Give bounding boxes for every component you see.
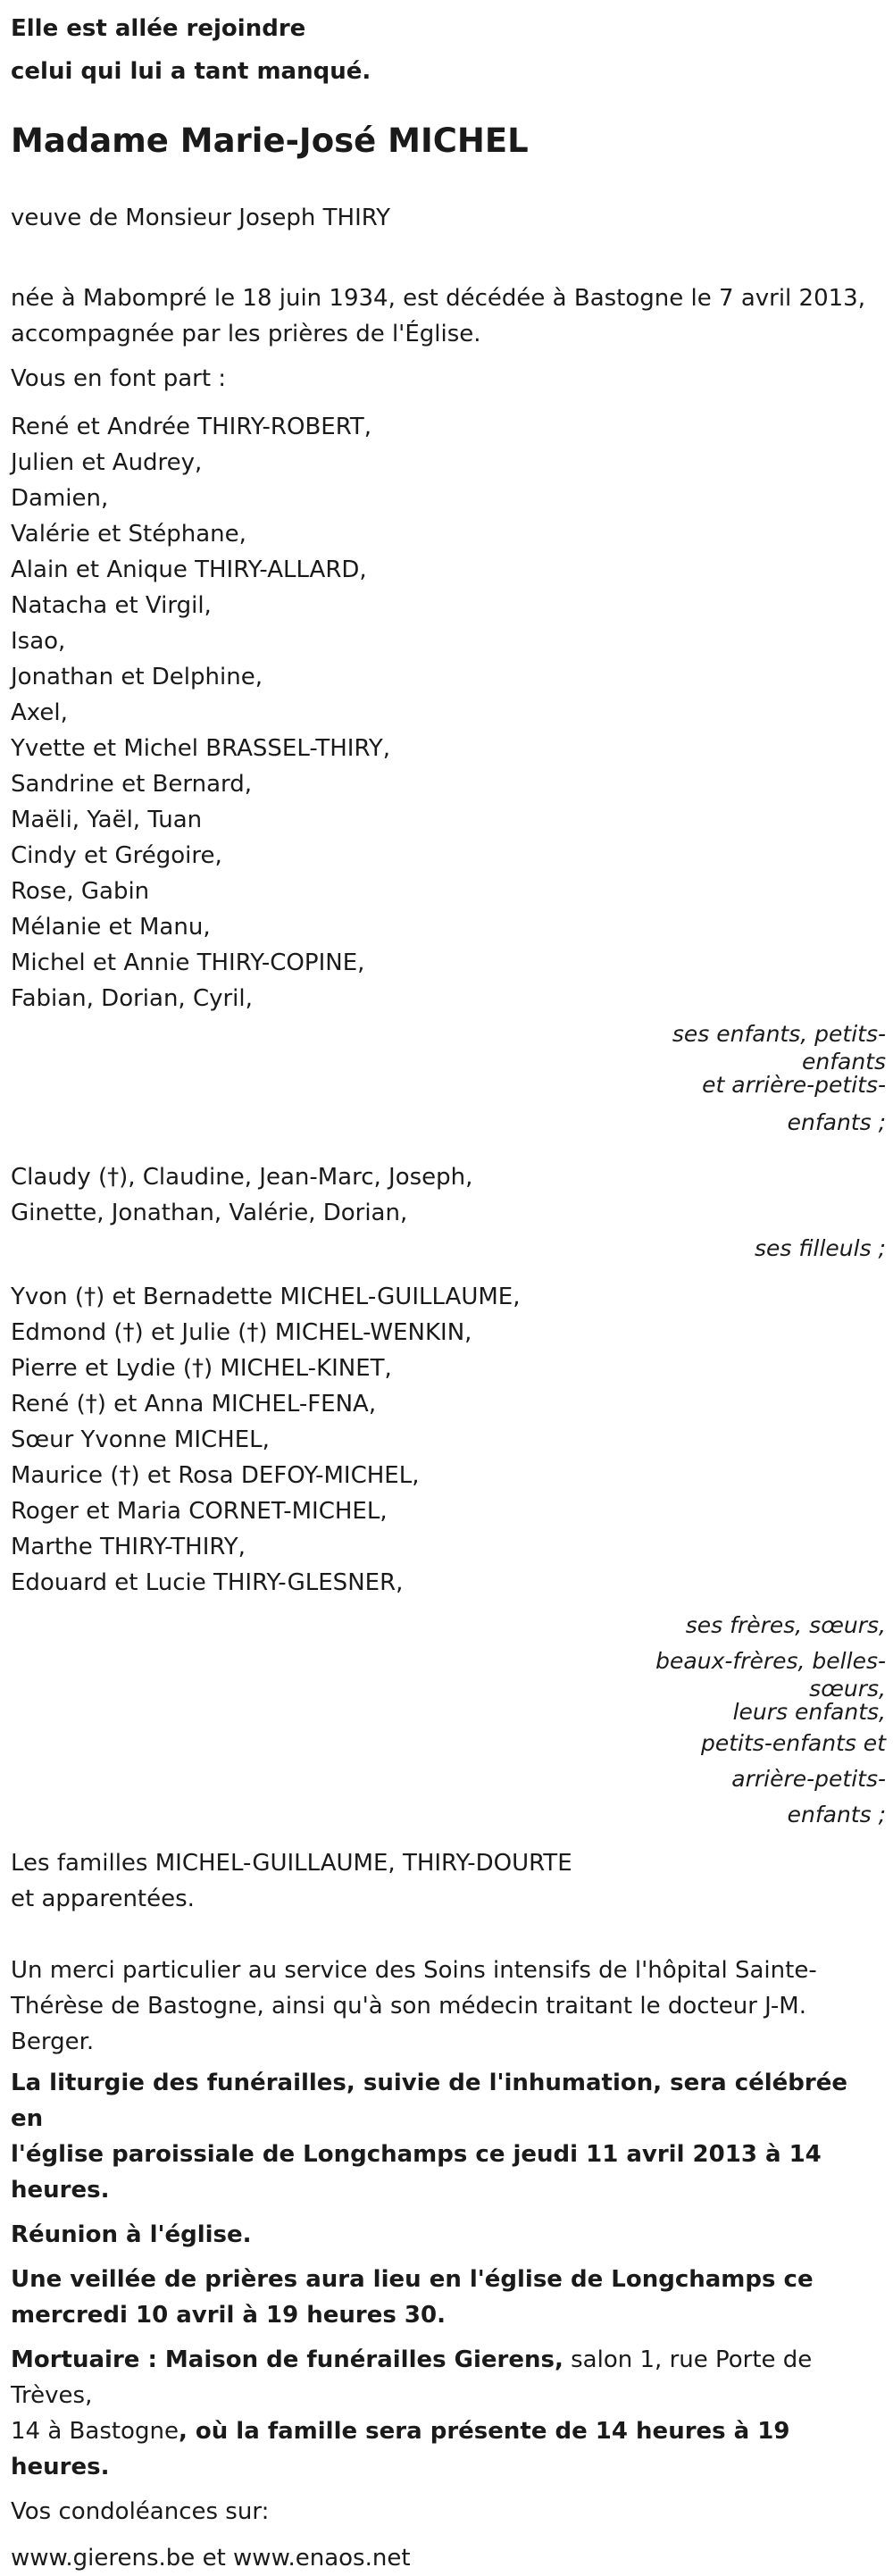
godchildren-list [11, 1159, 882, 1231]
mortuary-label: Mortuaire : Maison de funérailles Gierens, [11, 2346, 563, 2373]
list-item: Maurice (†) et Rosa DEFOY-MICHEL, [11, 1462, 420, 1489]
list-item: Pierre et Lydie (†) MICHEL-KINET, [11, 1355, 392, 1382]
list-item: Michel et Annie THIRY-COPINE, [11, 949, 365, 976]
list-item: Ginette, Jonathan, Valérie, Dorian, [11, 1200, 408, 1226]
announce-line: Vous en font part : [11, 365, 227, 392]
list-item: Edouard et Lucie THIRY-GLESNER, [11, 1569, 404, 1596]
vigil-block [11, 2262, 882, 2333]
list-item: René et Andrée THIRY-ROBERT, [11, 414, 372, 440]
list-item: Maëli, Yaël, Tuan [11, 807, 203, 833]
role-line: et arrière-petits- [702, 1072, 886, 1098]
thanks-line: Thérèse de Bastogne, ainsi qu'à son médecin traitant le docteur J-M. [11, 1993, 806, 2020]
mortuary-line [11, 2413, 882, 2485]
intro [11, 7, 882, 93]
role-line: sœurs, [809, 1676, 886, 1702]
list-item: Rose, Gabin [11, 878, 150, 905]
condolences-links [11, 2540, 882, 2576]
widow-line: veuve de Monsieur Joseph THIRY [11, 205, 391, 231]
thanks-block [11, 1953, 882, 2060]
gierens-link[interactable]: www.gierens.be [11, 2545, 196, 2572]
list-item: Marthe THIRY-THIRY, [11, 1534, 246, 1560]
mortuary-line [11, 2342, 882, 2413]
list-item: Jonathan et Delphine, [11, 664, 263, 690]
list-item: Valérie et Stéphane, [11, 521, 246, 548]
role-line: beaux-frères, belles- [655, 1648, 886, 1674]
role-line: ses filleuls ; [755, 1235, 886, 1261]
list-item: Damien, [11, 485, 109, 512]
list-item: Yvette et Michel BRASSEL-THIRY, [11, 735, 391, 762]
vigil-line: mercredi 10 avril à 19 heures 30. [11, 2302, 446, 2329]
list-item: Julien et Audrey, [11, 449, 203, 476]
mortuary-presence: , où la famille sera présente de 14 heures à 19 heures. [11, 2418, 790, 2480]
families-line: Les familles MICHEL-GUILLAUME, THIRY-DOURTE [11, 1850, 572, 1877]
list-item: Isao, [11, 628, 66, 655]
intro-line: celui qui lui a tant manqué. [11, 58, 371, 85]
role-line: petits-enfants et [701, 1730, 886, 1756]
mortuary-address: salon 1, rue Porte de Trèves, [11, 2346, 813, 2409]
godchildren-role [11, 1231, 886, 1267]
list-item: Yvon (†) et Bernadette MICHEL-GUILLAUME, [11, 1284, 521, 1310]
role-line: leurs enfants, [732, 1699, 886, 1725]
list-item: Roger et Maria CORNET-MICHEL, [11, 1498, 388, 1525]
role-line: arrière-petits- [731, 1766, 886, 1792]
role-line: enfants ; [787, 1109, 886, 1135]
mortuary-block [11, 2342, 882, 2485]
list-item: Axel, [11, 699, 68, 726]
meeting-line: Réunion à l'église. [11, 2221, 252, 2248]
thanks-line: Un merci particulier au service des Soins intensifs de l'hôpital Sainte- [11, 1957, 817, 1984]
list-item: Sandrine et Bernard, [11, 771, 253, 798]
birth-death-info [11, 280, 882, 352]
list-item: Claudy (†), Claudine, Jean-Marc, Joseph, [11, 1164, 473, 1191]
list-item: Sœur Yvonne MICHEL, [11, 1426, 270, 1453]
role-line: ses enfants, petits- [672, 1021, 886, 1047]
deceased-name: Madame Marie-José MICHEL [11, 121, 529, 160]
children-list [11, 409, 882, 1016]
role-line: enfants ; [787, 1802, 886, 1827]
siblings-role [11, 1608, 886, 1833]
liturgy-line: l'église paroissiale de Longchamps ce jeudi 11 avril 2013 à 14 heures. [11, 2141, 822, 2204]
list-item: Cindy et Grégoire, [11, 842, 222, 869]
birth-line: accompagnée par les prières de l'Église. [11, 321, 481, 347]
children-role [11, 1016, 886, 1147]
birth-line: née à Mabompré le 18 juin 1934, est décédée à Bastogne le 7 avril 2013, [11, 285, 865, 312]
role-line: ses frères, sœurs, [685, 1612, 886, 1638]
families-block [11, 1845, 882, 1917]
siblings-list [11, 1279, 882, 1601]
intro-line: Elle est allée rejoindre [11, 15, 306, 42]
role-line: enfants [801, 1049, 886, 1075]
enaos-link[interactable]: www.enaos.net [233, 2545, 411, 2572]
list-item: Edmond (†) et Julie (†) MICHEL-WENKIN, [11, 1319, 472, 1346]
liturgy-block [11, 2065, 882, 2208]
thanks-line: Berger. [11, 2028, 95, 2055]
vigil-line: Une veillée de prières aura lieu en l'église de Longchamps ce [11, 2266, 814, 2293]
list-item: René (†) et Anna MICHEL-FENA, [11, 1391, 377, 1418]
mortuary-address: 14 à Bastogne [11, 2418, 179, 2445]
liturgy-line: La liturgie des funérailles, suivie de l'inhumation, sera célébrée en [11, 2070, 847, 2132]
obituary-page [11, 0, 886, 2576]
families-line: et apparentées. [11, 1886, 195, 1912]
link-separator: et [195, 2545, 234, 2572]
list-item: Natacha et Virgil, [11, 592, 212, 619]
list-item: Alain et Anique THIRY-ALLARD, [11, 556, 367, 583]
list-item: Mélanie et Manu, [11, 914, 211, 941]
condolences-label: Vos condoléances sur: [11, 2498, 270, 2525]
list-item: Fabian, Dorian, Cyril, [11, 985, 253, 1012]
